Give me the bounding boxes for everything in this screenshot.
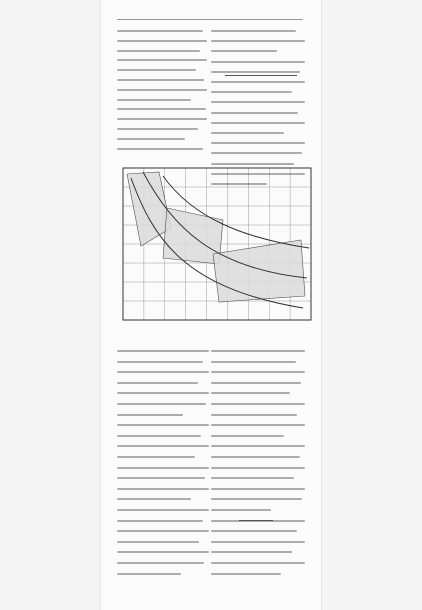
text-line: [117, 509, 209, 511]
text-line: [117, 435, 201, 437]
text-column-right-bottom: [211, 350, 305, 585]
text-line: [117, 445, 209, 447]
text-line: [117, 562, 204, 564]
text-line: [211, 435, 284, 437]
text-line: [211, 467, 305, 469]
text-line: [117, 392, 209, 394]
text-line: [117, 498, 191, 500]
text-line: [211, 445, 305, 447]
text-line: [211, 456, 300, 458]
text-line: [211, 424, 305, 426]
text-line: [117, 456, 195, 458]
text-line: [211, 403, 305, 405]
text-line: [117, 488, 209, 490]
text-line: [117, 414, 183, 416]
text-line: [211, 573, 281, 575]
text-line: [117, 541, 199, 543]
formula-placeholder-2: [239, 520, 273, 521]
text-line: [211, 361, 296, 363]
text-line: [117, 477, 205, 479]
text-line: [117, 551, 209, 553]
document-page: [101, 0, 321, 610]
text-line: [117, 530, 209, 532]
text-line: [117, 424, 209, 426]
text-line: [211, 382, 301, 384]
text-line: [117, 382, 198, 384]
text-line: [211, 530, 297, 532]
text-line: [211, 392, 290, 394]
text-line: [117, 573, 181, 575]
text-line: [211, 371, 305, 373]
text-line: [211, 498, 302, 500]
text-line: [211, 509, 271, 511]
hatched-region: [213, 240, 305, 302]
text-line: [211, 414, 297, 416]
text-column-left-bottom: [117, 350, 209, 585]
text-line: [211, 477, 294, 479]
text-line: [117, 520, 203, 522]
text-line: [211, 541, 305, 543]
text-line: [117, 361, 203, 363]
text-line: [211, 488, 305, 490]
text-line: [117, 371, 209, 373]
text-line: [117, 350, 209, 352]
text-line: [117, 467, 209, 469]
text-line: [211, 562, 305, 564]
text-line: [211, 350, 305, 352]
text-line: [211, 551, 292, 553]
text-line: [117, 403, 206, 405]
